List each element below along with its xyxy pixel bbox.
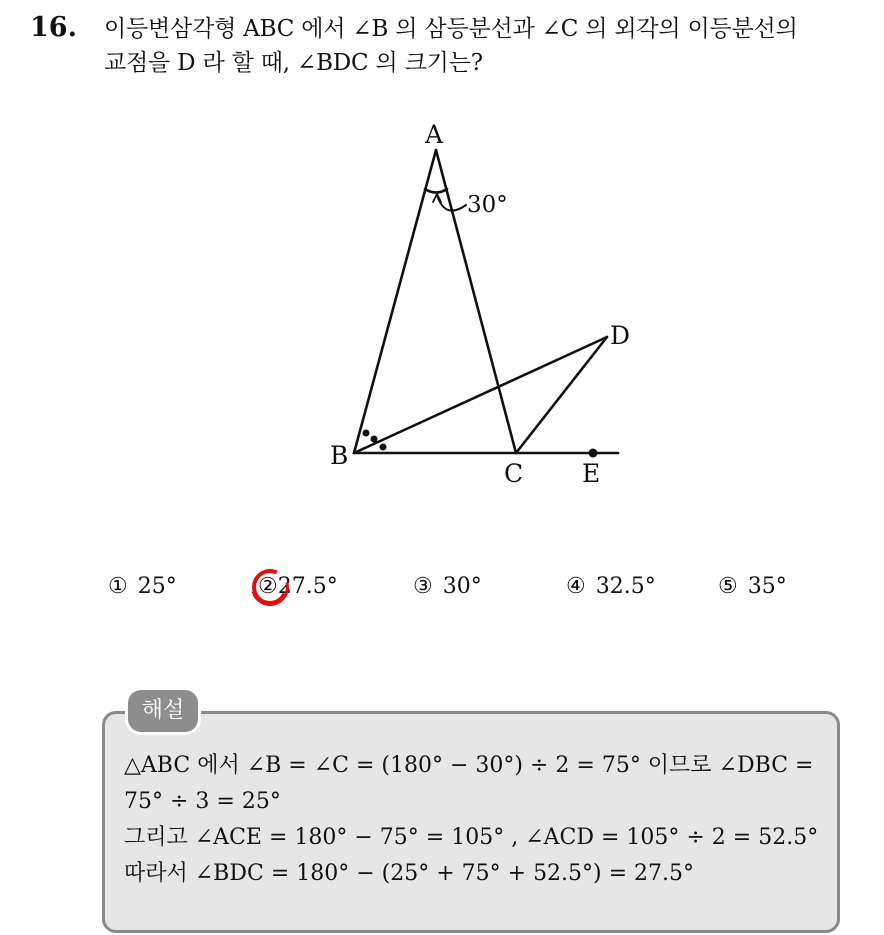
apex-angle-arc xyxy=(425,189,447,193)
solution-line-1: △ABC 에서 ∠B = ∠C = (180° − 30°) ÷ 2 = 75° 이므로 ∠DBC = xyxy=(124,753,814,778)
solution-tag: 해설 xyxy=(128,690,198,732)
angle-label: 30° xyxy=(467,192,508,218)
solution-line-3: 그리고 ∠ACE = 180° − 75° = 105° , ∠ACD = 105° ÷ 2 = 52.5° xyxy=(124,825,819,850)
label-a: A xyxy=(425,120,444,149)
choice-5-number: ⑤ xyxy=(718,574,738,599)
angle-dot-3 xyxy=(380,444,387,451)
solution-text xyxy=(124,748,834,892)
choice-3[interactable] xyxy=(413,574,482,599)
choice-2-number: ② xyxy=(258,574,278,599)
label-d: D xyxy=(610,321,631,350)
segment-cd xyxy=(516,337,607,453)
choice-2[interactable] xyxy=(258,574,338,599)
label-b: B xyxy=(330,441,349,470)
label-c: C xyxy=(504,459,524,488)
choice-1[interactable] xyxy=(108,574,177,599)
segment-ab xyxy=(354,150,436,453)
segment-bd xyxy=(354,337,607,453)
angle-dot-1 xyxy=(363,430,370,437)
label-e: E xyxy=(582,459,601,488)
choice-4-value: 32.5° xyxy=(595,574,656,599)
choice-4[interactable] xyxy=(566,574,656,599)
answer-choices xyxy=(0,574,884,608)
angle-dot-2 xyxy=(371,436,378,443)
question-number: 16. xyxy=(30,12,77,43)
choice-1-value: 25° xyxy=(137,574,177,599)
choice-1-number: ① xyxy=(108,574,128,599)
choice-4-number: ④ xyxy=(566,574,586,599)
choice-3-number: ③ xyxy=(413,574,433,599)
solution-line-2: 75° ÷ 3 = 25° xyxy=(124,789,281,814)
question-line-1: 이등변삼각형 ABC 에서 ∠B 의 삼등분선과 ∠C 의 외각의 이등분선의 xyxy=(104,16,798,42)
answer-circle-mark-stroke xyxy=(244,561,296,613)
choice-5[interactable] xyxy=(718,574,787,599)
choice-3-value: 30° xyxy=(442,574,482,599)
solution-line-4: 따라서 ∠BDC = 180° − (25° + 75° + 52.5°) = 27.5° xyxy=(124,861,695,886)
question-line-2: 교점을 D 라 할 때, ∠BDC 의 크기는? xyxy=(104,50,483,76)
choice-5-value: 35° xyxy=(747,574,787,599)
choice-2-value: 27.5° xyxy=(277,574,338,599)
point-e-dot xyxy=(589,449,598,458)
